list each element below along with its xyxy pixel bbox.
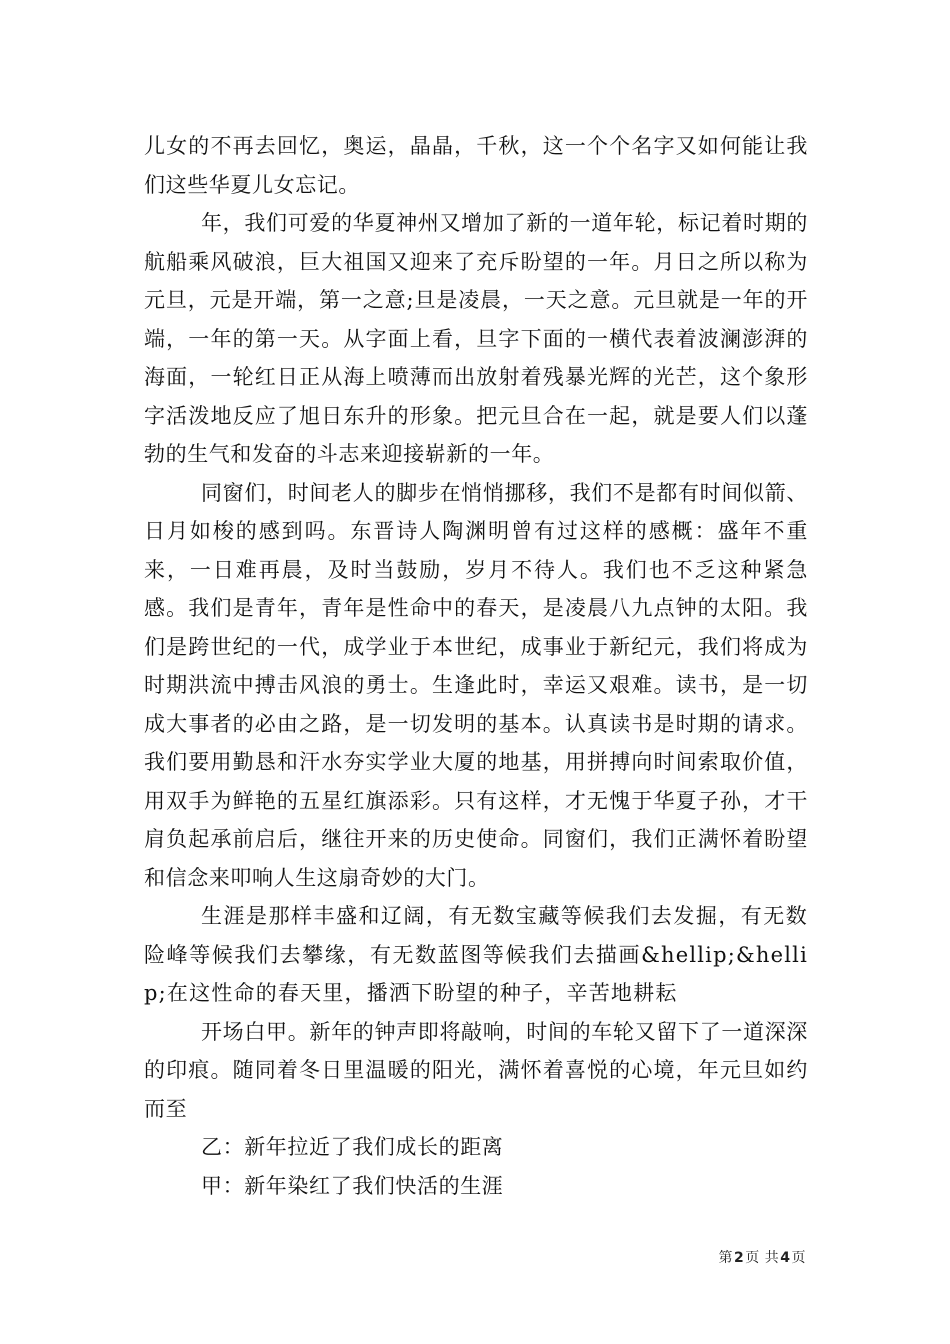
total-page-number: 4: [780, 1250, 791, 1266]
body-text: [144, 127, 808, 1205]
paragraph: 开场白甲。新年的钟声即将敲响，时间的车轮又留下了一道深深的印痕。随同着冬日里温暖的阳光，满怀着喜悦的心境，年元旦如约而至: [144, 1019, 808, 1121]
dialogue-line: 乙：新年拉近了我们成长的距离: [201, 1135, 504, 1159]
paragraph: 年，我们可爱的华夏神州又增加了新的一道年轮，标记着时期的航船乘风破浪，巨大祖国又迎来了充斥盼望的一年。月日之所以称为元旦，元是开端，第一之意;旦是凌晨，一天之意。元旦就是一年的开端，一年的第一天。从字面上看，旦字下面的一横代表着波澜澎湃的海面，一轮红日正从海上喷薄而出放射着残暴光辉的光芒，这个象形字活泼地反应了旭日东升的形象。把元旦合在一起，就是要人们以蓬勃的生气和发奋的斗志来迎接崭新的一年。: [144, 211, 808, 466]
current-page-number: 2: [734, 1250, 745, 1266]
footer-prefix: 第: [718, 1250, 734, 1266]
dialogue-line: 甲：新年染红了我们快活的生涯: [201, 1173, 504, 1198]
footer-suffix: 页: [791, 1250, 806, 1266]
paragraph-continued: 儿女的不再去回忆，奥运，晶晶，千秋，这一个个名字又如何能让我们这些华夏儿女忘记。: [144, 134, 808, 197]
page-footer: [719, 1247, 806, 1267]
footer-middle: 页 共: [745, 1250, 780, 1266]
paragraph: 同窗们，时间老人的脚步在悄悄挪移，我们不是都有时间似箭、日月如梭的感到吗。东晋诗人陶渊明曾有过这样的感概：盛年不重来，一日难再晨，及时当鼓励，岁月不待人。我们也不乏这种紧急感。我们是青年，青年是性命中的春天，是凌晨八九点钟的太阳。我们是跨世纪的一代，成学业于本世纪，成事业于新纪元，我们将成为时期洪流中搏击风浪的勇士。生逢此时，幸运又艰难。读书，是一切成大事者的必由之路，是一切发明的基本。认真读书是时期的请求。我们要用勤恳和汗水夯实学业大厦的地基，用拼搏向时间索取价值，用双手为鲜艳的五星红旗添彩。只有这样，才无愧于华夏子孙，才干肩负起承前启后，继往开来的历史使命。同窗们，我们正满怀着盼望和信念来叩响人生这扇奇妙的大门。: [144, 480, 808, 890]
paragraph: 生涯是那样丰盛和辽阔，有无数宝藏等候我们去发掘，有无数险峰等候我们去攀缘，有无数蓝图等候我们去描画&hellip;&hellip;在这性命的春天里，播洒下盼望的种子，辛苦地耕耘: [144, 904, 808, 1005]
